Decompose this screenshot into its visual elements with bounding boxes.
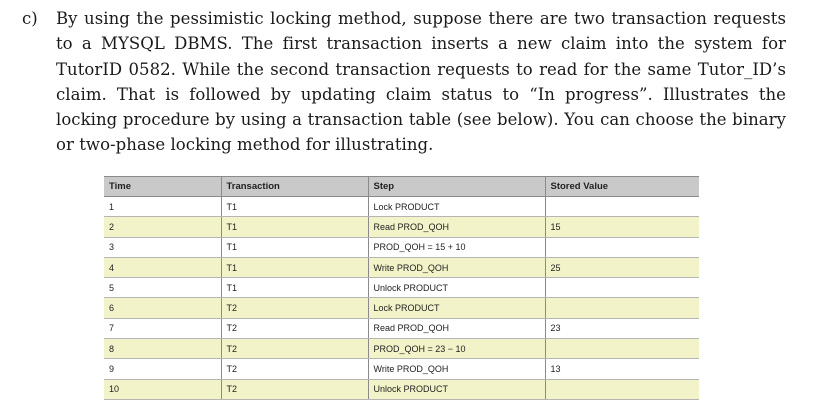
cell-transaction: T2 — [221, 359, 368, 379]
table-row — [104, 298, 699, 318]
cell-stored-value: 15 — [545, 217, 699, 237]
cell-step: Unlock PRODUCT — [368, 278, 545, 298]
cell-step: Unlock PRODUCT — [368, 379, 545, 399]
cell-transaction: T1 — [221, 217, 368, 237]
cell-step: PROD_QOH = 15 + 10 — [368, 237, 545, 257]
cell-transaction: T1 — [221, 197, 368, 217]
cell-time: 6 — [104, 298, 221, 318]
cell-time: 10 — [104, 379, 221, 399]
table-row — [104, 237, 699, 257]
cell-stored-value: 23 — [545, 318, 699, 338]
cell-step: Write PROD_QOH — [368, 257, 545, 277]
cell-stored-value: 25 — [545, 257, 699, 277]
question-block — [22, 6, 812, 158]
transaction-table-container — [104, 176, 699, 400]
cell-time: 8 — [104, 339, 221, 359]
cell-transaction: T1 — [221, 257, 368, 277]
question-label: c) — [22, 9, 38, 28]
table-row — [104, 339, 699, 359]
table-row — [104, 257, 699, 277]
cell-step: Lock PRODUCT — [368, 298, 545, 318]
cell-transaction: T2 — [221, 379, 368, 399]
cell-stored-value — [545, 237, 699, 257]
cell-step: Read PROD_QOH — [368, 318, 545, 338]
cell-stored-value — [545, 278, 699, 298]
cell-time: 9 — [104, 359, 221, 379]
header-time: Time — [104, 177, 221, 197]
header-step: Step — [368, 177, 545, 197]
cell-stored-value — [545, 197, 699, 217]
cell-time: 3 — [104, 237, 221, 257]
cell-time: 5 — [104, 278, 221, 298]
cell-transaction: T2 — [221, 339, 368, 359]
cell-time: 1 — [104, 197, 221, 217]
cell-step: Lock PRODUCT — [368, 197, 545, 217]
table-row — [104, 318, 699, 338]
header-transaction: Transaction — [221, 177, 368, 197]
table-row — [104, 278, 699, 298]
cell-transaction: T2 — [221, 298, 368, 318]
question-text: By using the pessimistic locking method, suppose there are two transaction requests to a MYSQL DBMS. The first transaction inserts a new claim into the system for TutorID 0582. While the second transaction requests to read for the same Tutor_ID’s claim. That is followed by updating claim status to “In progress”. Illustrates the locking procedure by using a transaction table (see below). You can choose the binary or two-phase locking method for illustrating. — [56, 9, 786, 155]
cell-transaction: T1 — [221, 278, 368, 298]
cell-step: PROD_QOH = 23 − 10 — [368, 339, 545, 359]
header-stored-value: Stored Value — [545, 177, 699, 197]
table-header-row — [104, 177, 699, 197]
cell-stored-value — [545, 298, 699, 318]
cell-transaction: T1 — [221, 237, 368, 257]
table-row — [104, 359, 699, 379]
transaction-table — [104, 176, 699, 400]
table-row — [104, 197, 699, 217]
cell-stored-value — [545, 379, 699, 399]
cell-transaction: T2 — [221, 318, 368, 338]
table-row — [104, 379, 699, 399]
table-row — [104, 217, 699, 237]
cell-stored-value — [545, 339, 699, 359]
cell-time: 2 — [104, 217, 221, 237]
cell-stored-value: 13 — [545, 359, 699, 379]
cell-step: Read PROD_QOH — [368, 217, 545, 237]
cell-time: 7 — [104, 318, 221, 338]
cell-time: 4 — [104, 257, 221, 277]
cell-step: Write PROD_QOH — [368, 359, 545, 379]
